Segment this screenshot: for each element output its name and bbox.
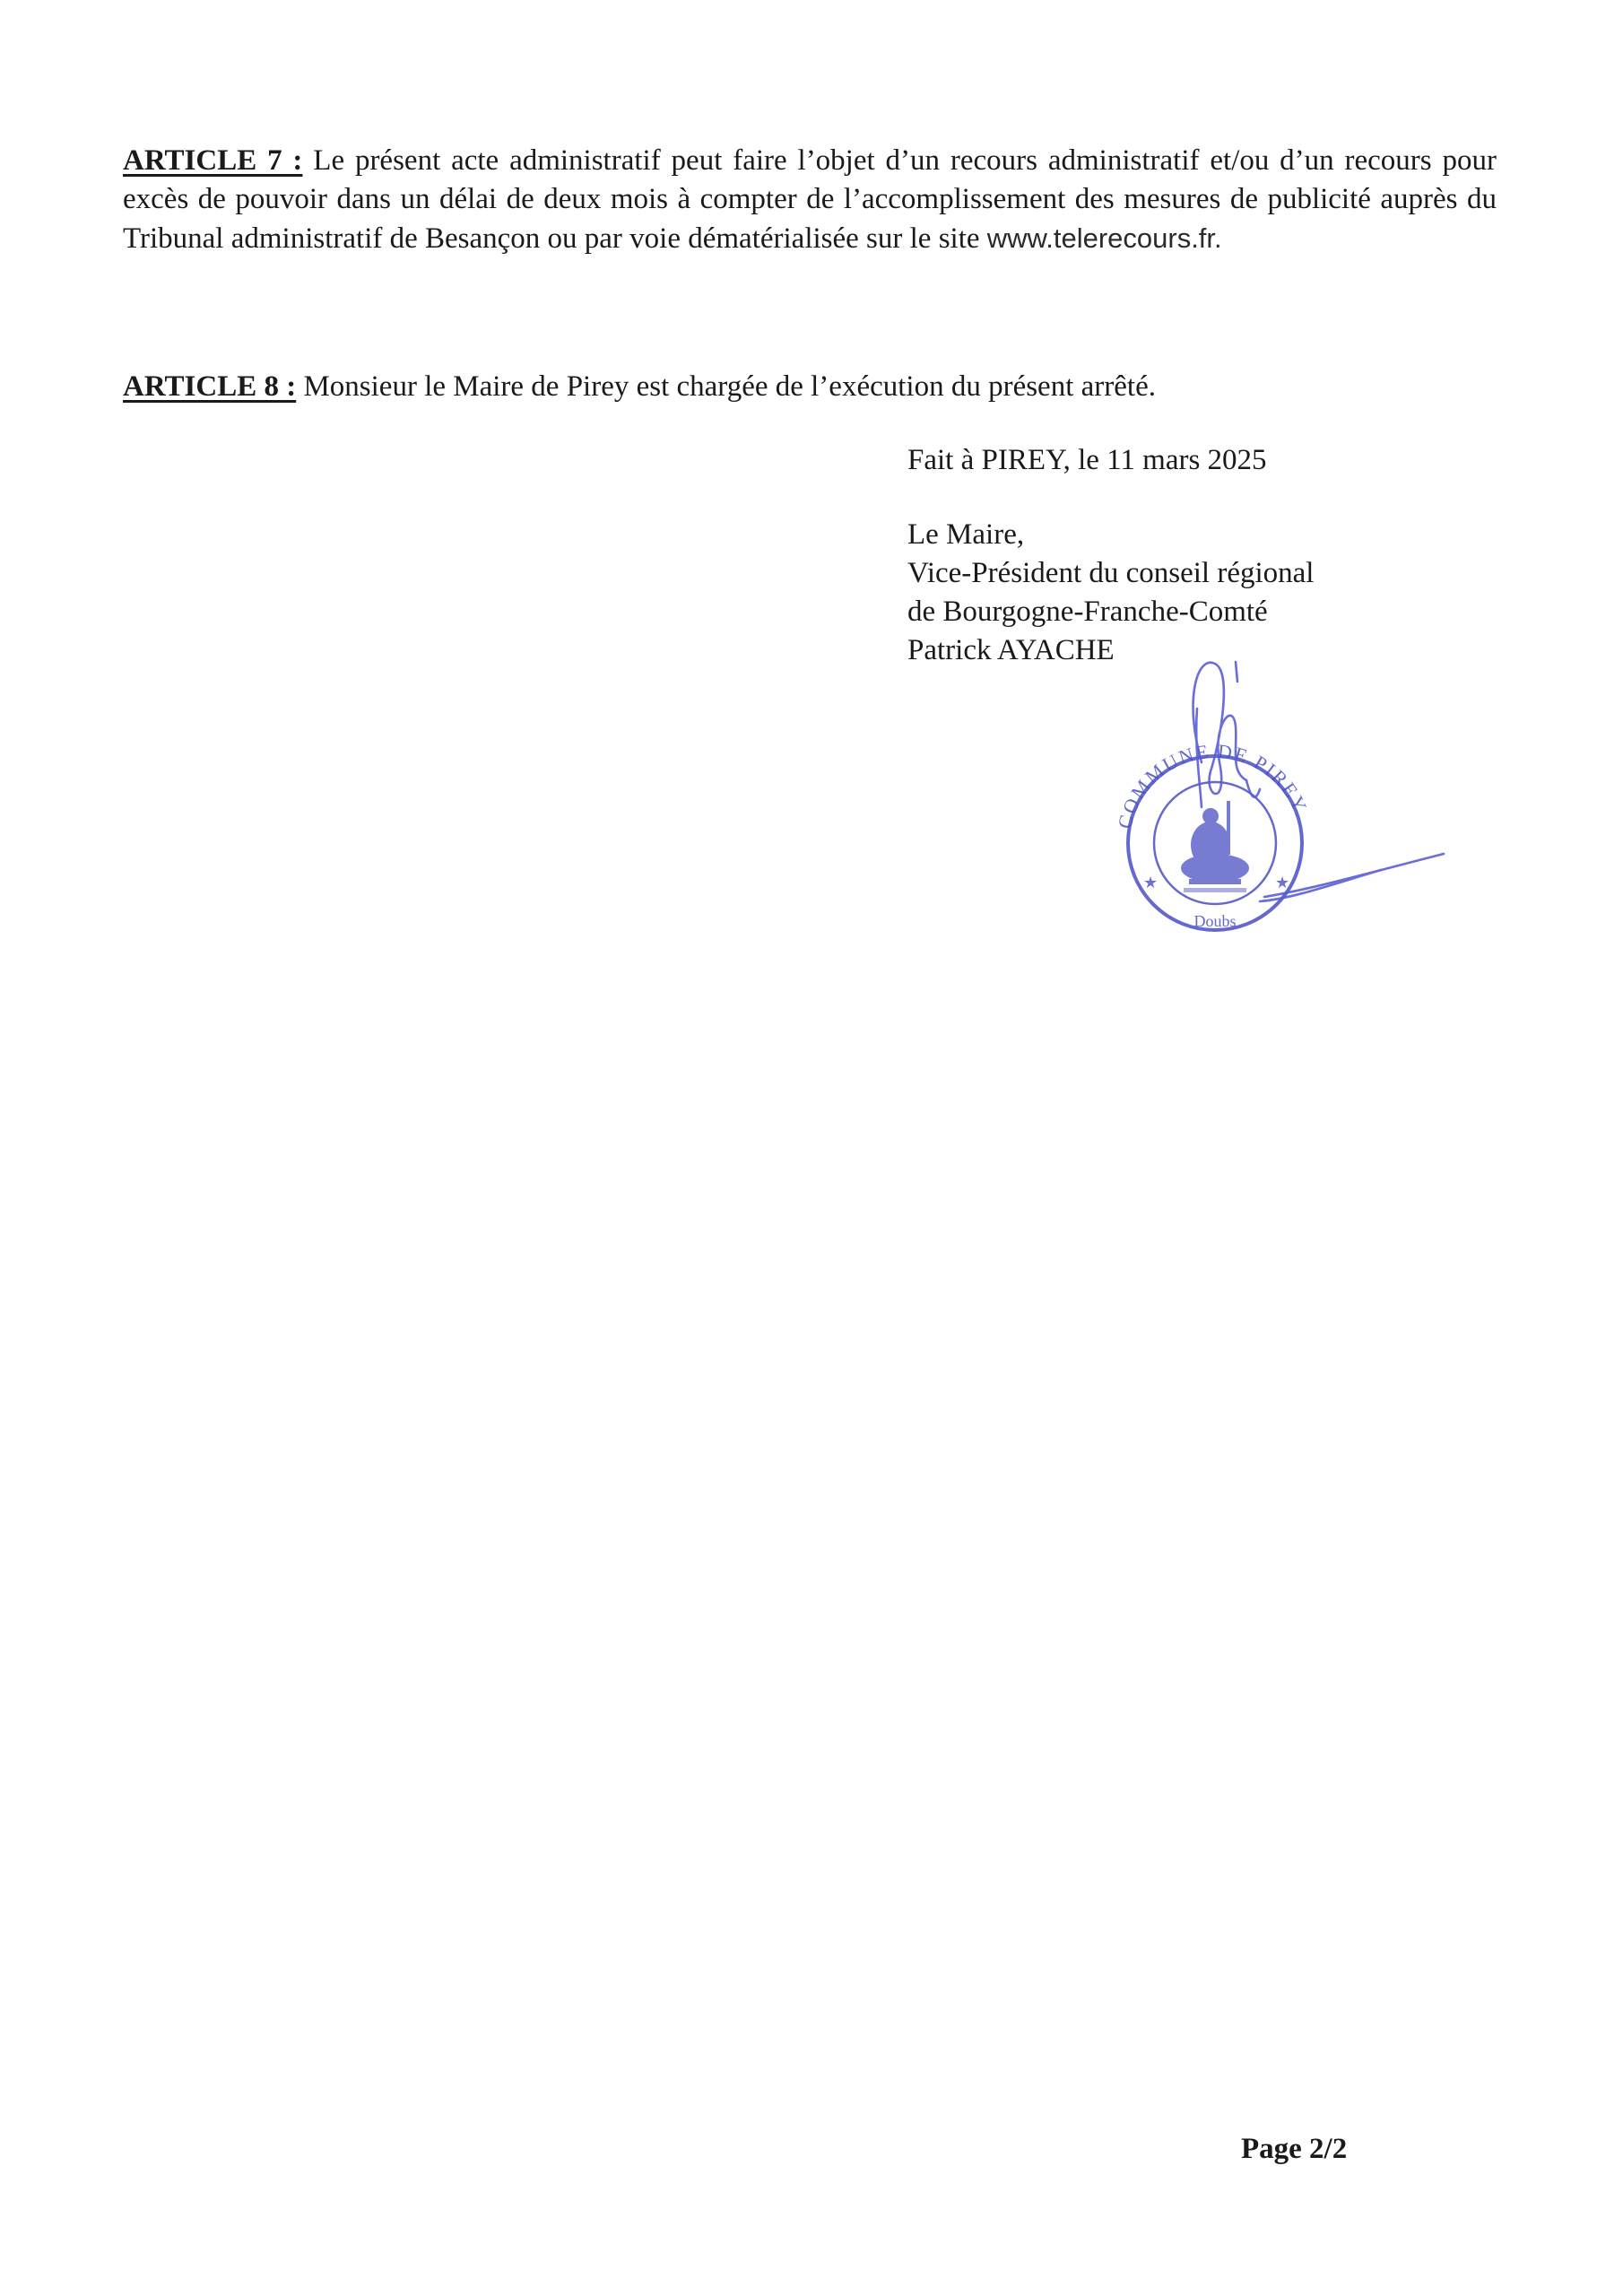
article-7	[123, 142, 1497, 258]
svg-text:★: ★	[1143, 874, 1159, 891]
seal-top-text: COMMUNE DE PIREY	[1113, 739, 1313, 831]
page-number: Page 2/2	[1241, 2133, 1348, 2165]
article-8	[123, 368, 1497, 406]
handwritten-signature	[1148, 646, 1462, 924]
seal-bottom-text: Doubs	[1193, 912, 1237, 930]
article-8-body: Monsieur le Maire de Pirey est chargée de l’exécution du présent arrêté.	[296, 370, 1156, 403]
signatory-role-line-1: Vice-Président du conseil régional	[907, 557, 1315, 589]
article-7-body: Le présent acte administratif peut faire l’objet d’un recours administratif et/ou d’un recours pour excès de pouvoir dans un délai de deux mois à compter de l’accomplissement des mesures de publicité auprès du Tribunal administratif de Besançon ou par voie dématérialisée sur le site	[123, 144, 1497, 255]
signatory-title: Le Maire,	[907, 518, 1025, 551]
signature-block	[907, 441, 1314, 670]
place-date: Fait à PIREY, le 11 mars 2025	[907, 444, 1267, 476]
article-7-label: ARTICLE 7 :	[123, 144, 303, 177]
signatory-role-line-2: de Bourgogne-Franche-Comté	[907, 596, 1268, 628]
signatory-name: Patrick AYACHE	[907, 634, 1115, 666]
telerecours-url: www.telerecours.fr.	[986, 222, 1222, 254]
svg-text:★: ★	[1275, 874, 1290, 891]
article-8-label: ARTICLE 8 :	[123, 370, 297, 403]
